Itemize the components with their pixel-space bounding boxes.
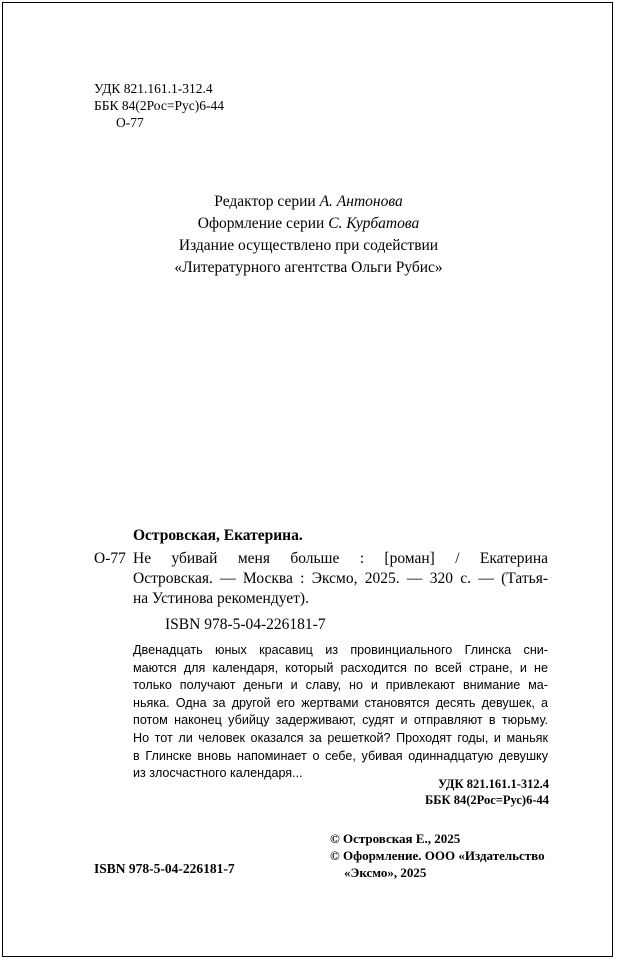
annotation-line: только получают деньги и славу, но и привлекают внимание ма- [133,678,548,693]
series-editor-name: А. Антонова [319,193,403,210]
support-line-2: «Литературного агентства Ольги Рубис» [174,259,443,276]
series-editor-label: Редактор серии [214,193,316,210]
annotation-line: маются для календаря, который расходится по всей стране, и не [133,660,548,675]
bibliographic-line: Островская. — Москва : Эксмо, 2025. — 320 с. — (Татья- [133,570,548,587]
series-editor-line [0,191,617,213]
footer-classification-codes [425,776,549,808]
copyright-author: © Островская Е., 2025 [330,831,461,846]
bibliographic-isbn: ISBN 978-5-04-226181-7 [165,616,326,633]
copyright-block [330,830,545,881]
bbk-code: ББК 84(2Рос=Рус)6-44 [94,98,224,113]
udk-code: УДК 821.161.1-312.4 [94,81,213,96]
series-design-line [0,213,617,235]
bibliographic-line: на Устинова рекомендует). [133,590,309,607]
annotation-line: потом наконец убийцу задерживают, судят и отправляют в тюрьму. [133,713,548,728]
header-classification-codes [94,80,224,131]
footer-bbk-code: ББК 84(2Рос=Рус)6-44 [425,793,549,807]
annotation-line: Но тот ли человек оказался за решеткой? Проходят годы, и маньяк [133,730,548,745]
bibliographic-author-mark: О-77 [94,550,126,567]
annotation-line: в Глинске вновь напоминает о себе, убивая одиннадцатую девушку [133,748,548,763]
footer-isbn: ISBN 978-5-04-226181-7 [94,861,235,876]
author-mark: О-77 [116,115,144,130]
page-border [2,2,613,957]
copyright-design: © Оформление. ООО «Издательство [330,848,545,863]
footer-udk-code: УДК 821.161.1-312.4 [438,777,549,791]
annotation-line: ньяка. Одна за другой его жертвами становятся десять девушек, а [133,695,548,710]
bibliographic-author: Островская, Екатерина. [133,527,303,544]
series-design-label: Оформление серии [197,215,325,232]
copyright-publisher: «Эксмо», 2025 [344,865,427,880]
annotation-line: из злосчастного календаря... [133,766,303,781]
annotation-line: Двенадцать юных красавиц из провинциального Глинска сни- [133,643,548,657]
bibliographic-description [133,549,548,609]
support-line-1: Издание осуществлено при содействии [178,237,439,254]
annotation [133,642,548,783]
bibliographic-line: Не убивай меня больше : [роман] / Екатерина [133,550,548,567]
series-design-name: С. Курбатова [328,215,420,232]
credits-block [0,191,617,279]
